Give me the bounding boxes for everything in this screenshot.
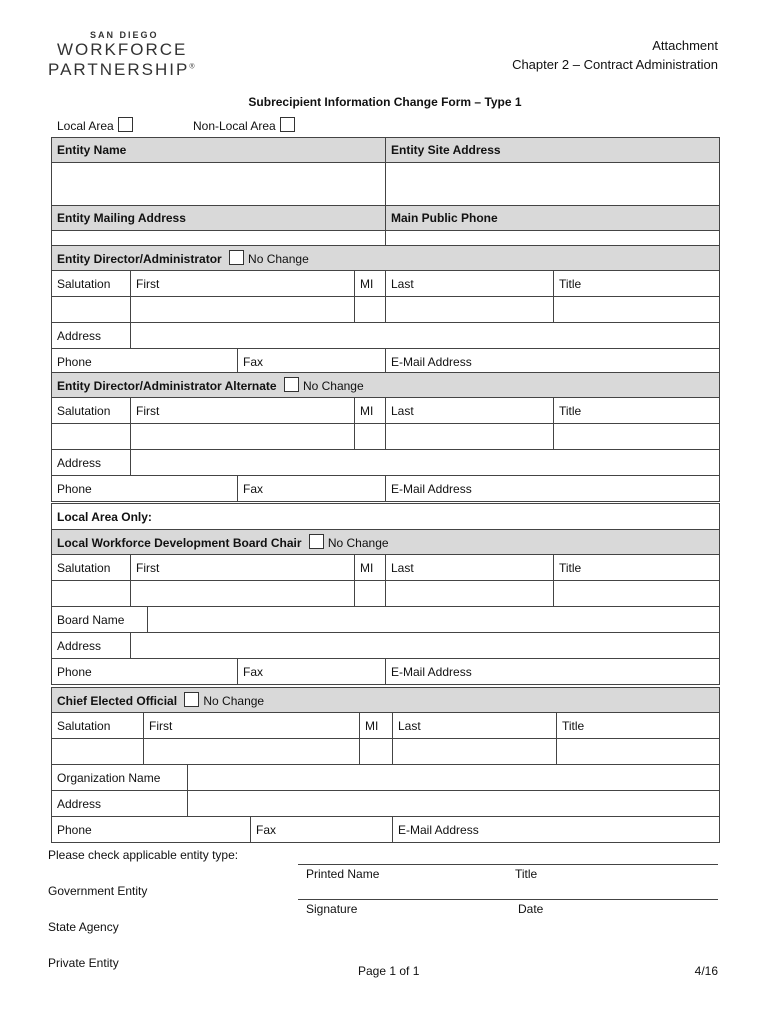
first-label: First [131,271,355,297]
title-field[interactable] [554,424,720,450]
salutation-label: Salutation [52,713,144,739]
local-only-heading: Local Area Only: [52,504,720,530]
board-chair-table [51,503,720,685]
first-label: First [144,713,360,739]
director-table [51,245,720,375]
mi-field[interactable] [355,581,386,607]
revision-date: 4/16 [694,964,718,978]
logo-workforce: WORKFORCE [57,40,188,59]
form-title: Subrecipient Information Change Form – Type 1 [248,95,522,109]
last-field[interactable] [386,424,554,450]
last-field[interactable] [386,297,554,323]
local-area-option[interactable]: Local Area [57,117,137,133]
private-entity-option[interactable]: Private Entity [48,956,119,970]
board-chair-no-change-checkbox[interactable] [309,534,324,549]
mi-field[interactable] [355,424,386,450]
fax-label[interactable]: Fax [238,476,386,502]
last-label: Last [386,398,554,424]
address-field[interactable] [188,791,720,817]
alternate-no-change-checkbox[interactable] [284,377,299,392]
address-field[interactable] [131,450,720,476]
title-label: Title [554,398,720,424]
logo-san-diego: SAN DIEGO [90,30,159,40]
no-change-label: No Change [248,252,309,266]
mi-field[interactable] [360,739,393,765]
alternate-table [51,372,720,502]
salutation-label: Salutation [52,398,131,424]
salutation-field[interactable] [52,424,131,450]
salutation-label: Salutation [52,271,131,297]
salutation-field[interactable] [52,581,131,607]
email-label[interactable]: E-Mail Address [393,817,720,843]
signature-label: Signature [306,902,358,916]
last-field[interactable] [393,739,557,765]
phone-label[interactable]: Phone [52,817,251,843]
address-label: Address [52,633,131,659]
title-field[interactable] [557,739,720,765]
last-field[interactable] [386,581,554,607]
alternate-heading: Entity Director/Administrator Alternate [57,379,277,393]
salutation-field[interactable] [52,297,131,323]
director-heading: Entity Director/Administrator [57,252,222,266]
header-chapter: Chapter 2 – Contract Administration [512,57,718,72]
entity-name-field[interactable] [52,163,386,206]
email-label[interactable]: E-Mail Address [386,659,720,685]
org-name-label: Organization Name [52,765,188,791]
email-label[interactable]: E-Mail Address [386,476,720,502]
entity-table [51,137,720,256]
first-field[interactable] [131,297,355,323]
mi-label: MI [355,271,386,297]
director-no-change-checkbox[interactable] [229,250,244,265]
title-field[interactable] [554,581,720,607]
salutation-label: Salutation [52,555,131,581]
board-chair-heading: Local Workforce Development Board Chair [57,536,302,550]
phone-label[interactable]: Phone [52,476,238,502]
ceo-no-change-checkbox[interactable] [184,692,199,707]
page-number: Page 1 of 1 [358,964,420,978]
title-label: Title [554,271,720,297]
date-label: Date [518,902,544,916]
fax-label[interactable]: Fax [238,349,386,375]
entity-site-label: Entity Site Address [386,138,720,163]
first-field[interactable] [131,581,355,607]
government-entity-option[interactable]: Government Entity [48,884,148,898]
ceo-table [51,687,720,843]
board-name-label: Board Name [52,607,148,633]
first-label: First [131,398,355,424]
last-label: Last [386,555,554,581]
mi-label: MI [360,713,393,739]
signature-line[interactable] [298,899,718,900]
address-label: Address [52,450,131,476]
mi-label: MI [355,555,386,581]
address-label: Address [52,323,131,349]
no-change-label: No Change [302,379,364,393]
entity-type-prompt: Please check applicable entity type: [48,848,239,862]
fax-label[interactable]: Fax [238,659,386,685]
local-area-checkbox[interactable] [118,117,133,132]
address-label: Address [52,791,188,817]
entity-name-label: Entity Name [52,138,386,163]
entity-site-field[interactable] [386,163,720,206]
email-label[interactable]: E-Mail Address [386,349,720,375]
mi-field[interactable] [355,297,386,323]
first-label: First [131,555,355,581]
org-name-field[interactable] [188,765,720,791]
salutation-field[interactable] [52,739,144,765]
no-change-label: No Change [203,694,265,708]
printed-name-line[interactable] [298,864,718,865]
entity-mailing-label: Entity Mailing Address [52,206,386,231]
non-local-area-checkbox[interactable] [280,117,295,132]
phone-label[interactable]: Phone [52,349,238,375]
last-label: Last [393,713,557,739]
fax-label[interactable]: Fax [251,817,393,843]
no-change-label: No Change [327,536,389,550]
first-field[interactable] [131,424,355,450]
ceo-heading: Chief Elected Official [57,694,178,708]
printed-name-label: Printed Name [306,867,380,881]
non-local-area-option[interactable]: Non-Local Area [193,117,299,133]
title-label: Title [554,555,720,581]
board-name-field[interactable] [148,607,720,633]
address-field[interactable] [131,323,720,349]
header-attachment: Attachment [652,38,718,53]
last-label: Last [386,271,554,297]
title-field[interactable] [554,297,720,323]
logo-partnership: PARTNERSHIP® [48,60,197,79]
first-field[interactable] [144,739,360,765]
mi-label: MI [355,398,386,424]
address-field[interactable] [131,633,720,659]
main-phone-label: Main Public Phone [386,206,720,231]
state-agency-option[interactable]: State Agency [48,920,119,934]
printed-title-label: Title [515,867,538,881]
phone-label[interactable]: Phone [52,659,238,685]
title-label: Title [557,713,720,739]
